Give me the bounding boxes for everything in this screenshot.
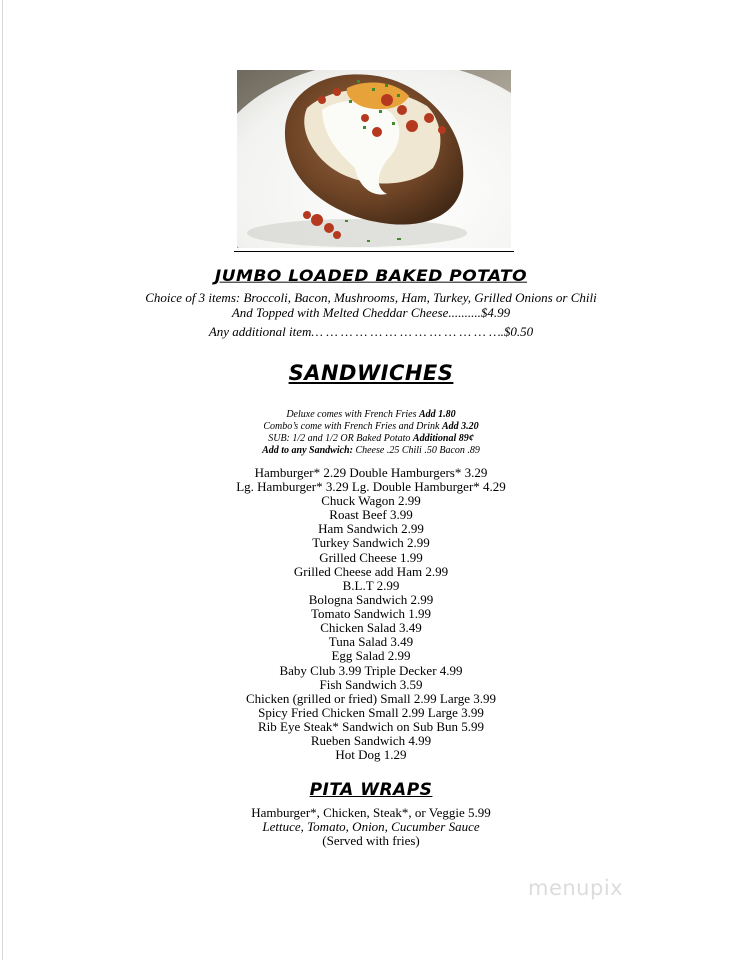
note-deluxe bbox=[0, 409, 742, 420]
note-price: Add 3.20 bbox=[441, 421, 479, 432]
menu-item: Lg. Hamburger* 3.29 Lg. Double Hamburger* 4.29 bbox=[236, 479, 506, 494]
note-text: Combo’s come with French Fries and Drink bbox=[263, 421, 442, 432]
pita-toppings: Lettuce, Tomato, Onion, Cucumber Sauce bbox=[262, 819, 480, 834]
menu-item: Bologna Sandwich 2.99 bbox=[308, 592, 434, 607]
menu-item: B.L.T 2.99 bbox=[342, 578, 400, 593]
baked-potato-photo bbox=[237, 70, 511, 248]
potato-choice-line: Choice of 3 items: Broccoli, Bacon, Mushrooms, Ham, Turkey, Grilled Onions or Chili bbox=[145, 290, 597, 305]
note-text: SUB: 1/2 and 1/2 OR Baked Potato bbox=[268, 433, 413, 444]
menu-item: Roast Beef 3.99 bbox=[329, 507, 413, 522]
menu-item: Rueben Sandwich 4.99 bbox=[310, 733, 432, 748]
menu-item: Tomato Sandwich 1.99 bbox=[310, 606, 432, 621]
menu-item: Grilled Cheese 1.99 bbox=[319, 550, 423, 565]
menu-item: Hot Dog 1.29 bbox=[335, 747, 407, 762]
addon-text: Cheese .25 Chili .50 Bacon .89 bbox=[352, 445, 480, 456]
menu-item: Chicken (grilled or fried) Small 2.99 Large 3.99 bbox=[246, 691, 496, 706]
menu-item: Spicy Fried Chicken Small 2.99 Large 3.99 bbox=[258, 705, 484, 720]
potato-additional-line bbox=[0, 324, 742, 340]
note-price: Additional 89¢ bbox=[412, 433, 474, 444]
photo-underline bbox=[234, 251, 514, 252]
potato-topped-line bbox=[0, 305, 742, 321]
note-text: Deluxe comes with French Fries bbox=[286, 409, 419, 420]
note-addon bbox=[0, 445, 742, 456]
note-price: Add 1.80 bbox=[418, 409, 456, 420]
pita-served-with: (Served with fries) bbox=[322, 833, 420, 848]
potato-additional-price: $0.50 bbox=[503, 324, 534, 339]
potato-price: $4.99 bbox=[480, 305, 511, 320]
potato-additional-text: Any additional item… … … … … … … … … … … … …. bbox=[208, 324, 504, 339]
menu-item: Tuna Salad 3.49 bbox=[328, 634, 414, 649]
menu-item: Grilled Cheese add Ham 2.99 bbox=[293, 564, 449, 579]
pita-heading: PITA WRAPS bbox=[309, 780, 433, 800]
menu-item: Fish Sandwich 3.59 bbox=[319, 677, 423, 692]
menu-item: Rib Eye Steak* Sandwich on Sub Bun 5.99 bbox=[257, 719, 485, 734]
menupix-watermark: menupix bbox=[528, 876, 624, 900]
menu-item: Baby Club 3.99 Triple Decker 4.99 bbox=[279, 663, 463, 678]
menu-item: Ham Sandwich 2.99 bbox=[318, 521, 424, 536]
note-sub bbox=[0, 433, 742, 444]
sandwiches-heading: SANDWICHES bbox=[288, 361, 454, 385]
menu-item: Turkey Sandwich 2.99 bbox=[312, 535, 430, 550]
menu-item: Chuck Wagon 2.99 bbox=[321, 493, 421, 508]
addon-label: Add to any Sandwich: bbox=[262, 445, 353, 456]
pita-item: Hamburger*, Chicken, Steak*, or Veggie 5.99 bbox=[251, 805, 491, 820]
potato-heading: JUMBO LOADED BAKED POTATO bbox=[214, 266, 528, 286]
menu-item: Hamburger* 2.29 Double Hamburgers* 3.29 bbox=[254, 465, 488, 480]
potato-topped-text: And Topped with Melted Cheddar Cheese.......... bbox=[231, 305, 481, 320]
menu-item: Egg Salad 2.99 bbox=[331, 648, 411, 663]
note-combo bbox=[0, 421, 742, 432]
menu-item: Chicken Salad 3.49 bbox=[320, 620, 422, 635]
